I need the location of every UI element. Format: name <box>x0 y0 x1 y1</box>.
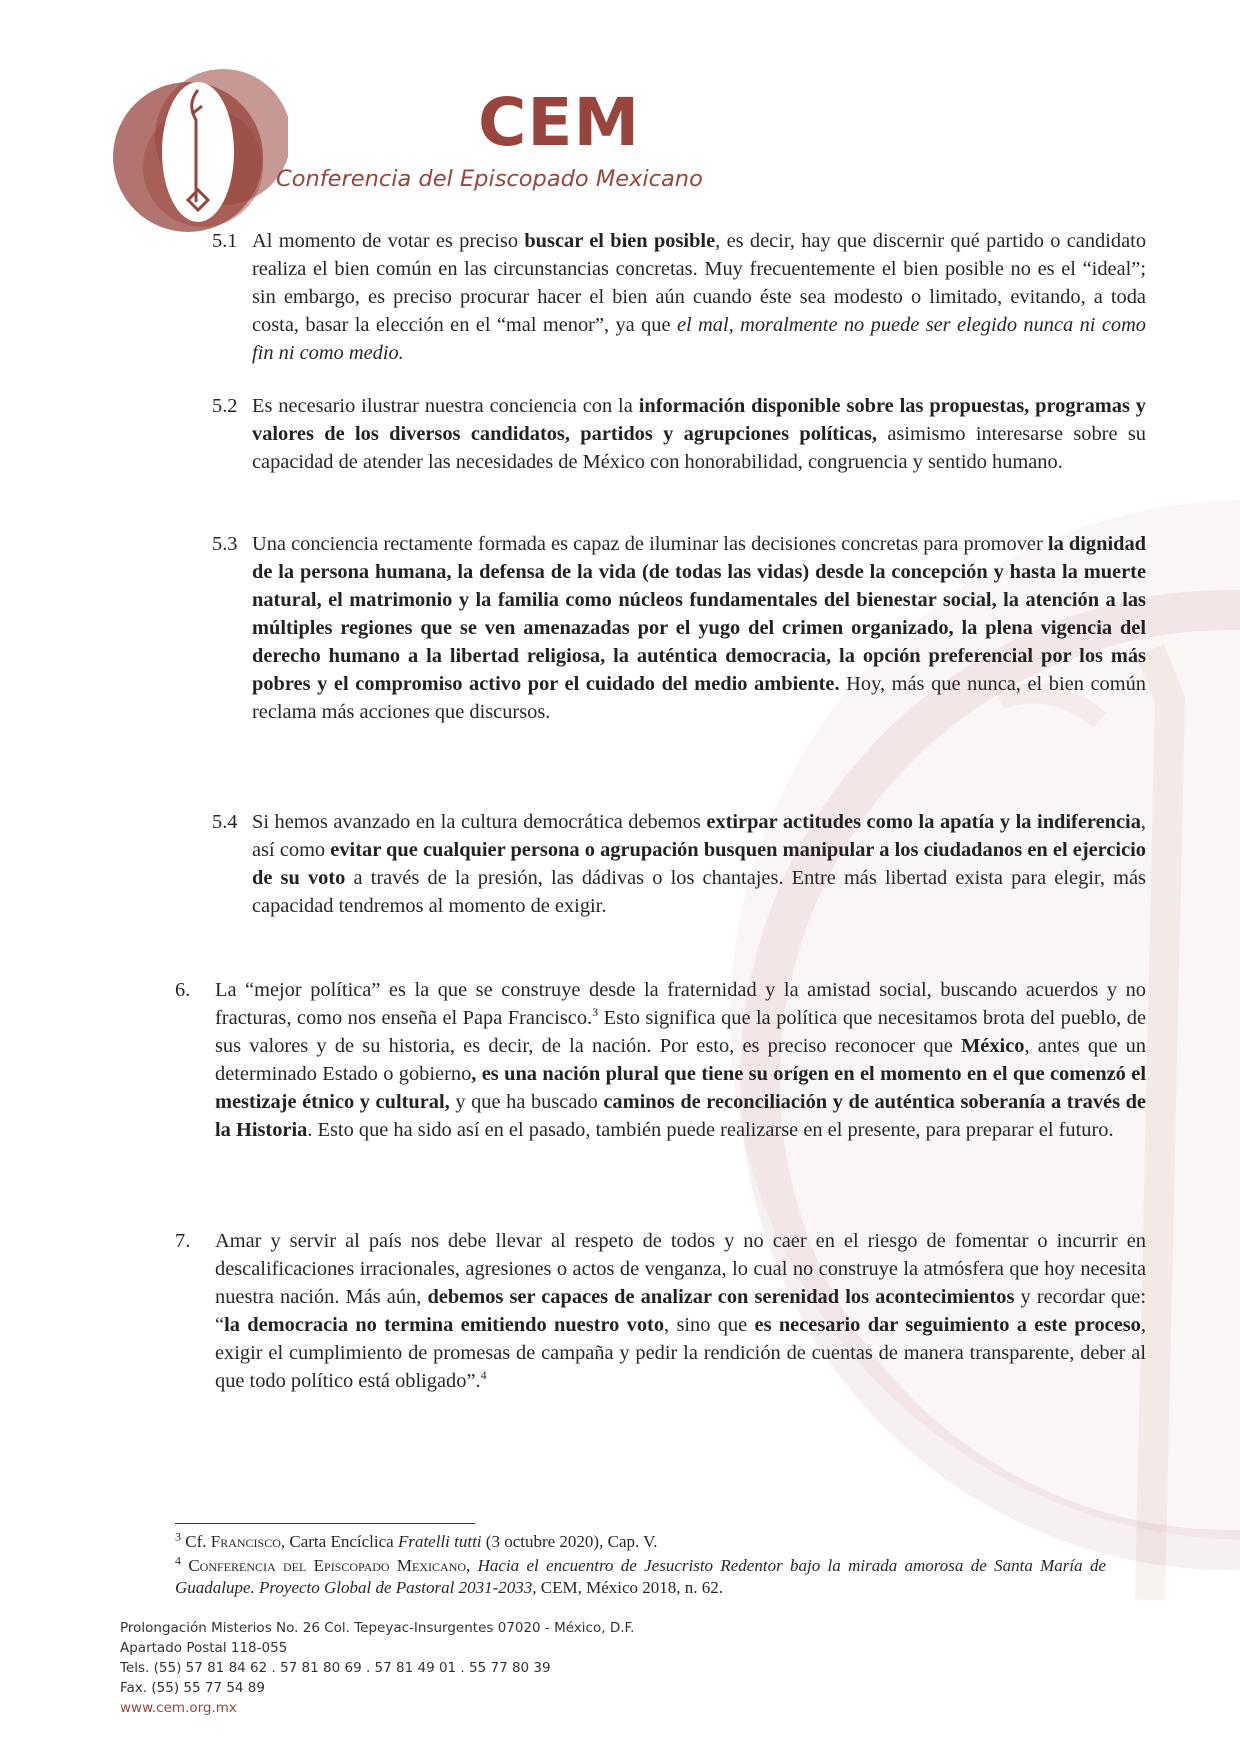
text: Cf. <box>181 1532 211 1551</box>
bold-text: debemos ser capaces de analizar con serenidad los acontecimientos <box>427 1286 1015 1308</box>
footnote-3 <box>175 1531 1106 1553</box>
paragraph-number: 5.4 <box>212 811 238 833</box>
text: , antes que un determinado Estado o gobierno <box>215 1035 1146 1085</box>
text: , <box>466 1556 478 1575</box>
footnote-ref[interactable]: 3 <box>592 1005 599 1020</box>
footnote-4 <box>175 1555 1106 1599</box>
page-footer <box>120 1618 634 1718</box>
italic-text: Fratelli tutti <box>397 1532 482 1551</box>
text: La “mejor política” es la que se construye desde la fraternidad y la amistad social, buscando acuerdos y no fracturas, como nos enseña el Papa Francisco. <box>215 979 1146 1029</box>
text: , Carta Encíclica <box>280 1532 398 1551</box>
bold-text: información disponible sobre las propuestas, programas y valores de los diversos candidatos, partidos y agrupciones políticas, <box>252 395 1147 445</box>
po-box-line: Apartado Postal 118-055 <box>120 1640 288 1656</box>
bold-text: la democracia no termina emitiendo nuestro voto <box>224 1314 665 1336</box>
italic-text: el mal, moralmente no puede ser elegido nunca ni como fin ni como medio. <box>252 314 1146 364</box>
text: Esto significa que la política que necesitamos brota del pueblo, de sus valores y de su historia, es decir, de la nación. Por esto, es preciso reconocer que <box>215 1007 1147 1057</box>
bold-text: extirpar actitudes como la apatía y la indiferencia <box>706 811 1141 833</box>
author-name: Francisco <box>210 1532 281 1551</box>
logo-subtitle: Conferencia del Episcopado Mexicano <box>276 166 703 192</box>
bold-text: es necesario dar seguimiento a este proceso <box>754 1314 1141 1336</box>
text: Hoy, más que nunca, el bien común reclama más acciones que discursos. <box>252 673 1147 723</box>
paragraph-7 <box>175 1227 1146 1395</box>
paragraph-5-2 <box>212 392 1146 476</box>
footnote-mark: 4 <box>175 1553 181 1568</box>
text: Amar y servir al país nos debe llevar al respeto de todos y no caer en el riesgo de fomentar o incurrir en descalificaciones irracionales, agresiones o actos de venganza, lo cual no construye la atmósfera que hoy necesita nuestra nación. Más aún, <box>215 1230 1146 1308</box>
paragraph-number: 5.1 <box>212 230 238 252</box>
paragraph-5-4 <box>212 808 1146 920</box>
bold-text: , es una nación plural que tiene su orígen en el momento en el que comenzó el mestizaje étnico y cultural, <box>215 1063 1146 1113</box>
footnote-mark: 3 <box>175 1529 181 1544</box>
website-link[interactable]: www.cem.org.mx <box>120 1700 237 1716</box>
bold-text: la dignidad de la persona humana, la defensa de la vida (de todas las vidas) desde la concepción y hasta la muerte natural, el matrimonio y la familia como núcleos fundamentales del bienestar social, la atención a las múltiples regiones que se ven amenazadas por el yugo del crimen organizado, la plena vigencia del derecho humano a la libertad religiosa, la auténtica democracia, la opción preferencial por los más pobres y el compromiso activo por el cuidado del medio ambiente. <box>252 533 1147 695</box>
phone-line: Tels. (55) 57 81 84 62 . 57 81 80 69 . 57 81 49 01 . 55 77 80 39 <box>120 1660 551 1676</box>
text: , CEM, México 2018, n. 62. <box>532 1578 724 1597</box>
paragraph-5-3 <box>212 530 1146 726</box>
italic-text: , <box>599 1532 604 1551</box>
paragraph-number: 5.2 <box>212 395 238 417</box>
text: y que ha buscado <box>449 1091 604 1113</box>
text: Al momento de votar es preciso <box>252 230 525 252</box>
bold-text: buscar el bien posible <box>524 230 716 252</box>
text: Cap. V. <box>603 1532 658 1551</box>
text: , exigir el cumplimiento de promesas de campaña y pedir la rendición de cuentas de manera transparente, deber al que todo político está obligado”. <box>215 1314 1146 1392</box>
text: , sino que <box>664 1314 755 1336</box>
bold-text: caminos de reconciliación y de auténtica soberanía a través de la Historia <box>215 1091 1146 1141</box>
footnote-ref[interactable]: 4 <box>480 1368 487 1383</box>
text: , es decir, hay que discernir qué partido o candidato realiza el bien común en las circunstancias concretas. Muy frecuentemente el bien posible no es el “ideal”; sin embargo, es preciso procurar hacer el bien aún cuando éste sea modesto o limitado, evitando, a toda costa, basar la elección en el “mal menor”, ya que <box>252 230 1147 336</box>
paragraph-5-1 <box>212 227 1146 367</box>
address-line: Prolongación Misterios No. 26 Col. Tepeyac-Insurgentes 07020 - México, D.F. <box>120 1620 635 1636</box>
paragraph-number: 5.3 <box>212 533 238 555</box>
cem-logo <box>108 62 708 242</box>
italic-text: Hacia el encuentro de Jesucristo Redentor bajo la mirada amorosa de Santa María de Guadalupe. Proyecto Global de Pastoral 2031-2033 <box>175 1556 1107 1597</box>
cem-emblem-icon <box>108 62 288 242</box>
paragraph-number: 7. <box>175 1230 191 1252</box>
text: Si hemos avanzado en la cultura democrática debemos <box>252 811 707 833</box>
footnote-divider <box>175 1523 475 1524</box>
logo-title: CEM <box>478 84 641 161</box>
text: Es necesario ilustrar nuestra conciencia con la <box>252 395 639 417</box>
author-name: Conferencia del Episcopado Mexicano <box>181 1556 467 1575</box>
text: . Esto que ha sido así en el pasado, también puede realizarse en el presente, para preparar el futuro. <box>307 1119 1114 1141</box>
text: (3 octubre 2020) <box>481 1532 600 1551</box>
bold-text: evitar que cualquier persona o agrupación busquen manipular a los ciudadanos en el ejercicio de su voto <box>252 839 1146 889</box>
text: a través de la presión, las dádivas o los chantajes. Entre más libertad exista para elegir, más capacidad tendremos al momento de exigir. <box>252 867 1146 917</box>
text: asimismo interesarse sobre su capacidad de atender las necesidades de México con honorabilidad, congruencia y sentido humano. <box>252 423 1146 473</box>
bold-text: México <box>961 1035 1025 1057</box>
paragraph-6 <box>175 976 1146 1144</box>
text: Una conciencia rectamente formada es capaz de iluminar las decisiones concretas para promover <box>252 533 1048 555</box>
text: , así como <box>252 811 1146 861</box>
text: y recordar que: “ <box>215 1286 1146 1336</box>
fax-line: Fax. (55) 55 77 54 89 <box>120 1680 265 1696</box>
paragraph-number: 6. <box>175 979 191 1001</box>
